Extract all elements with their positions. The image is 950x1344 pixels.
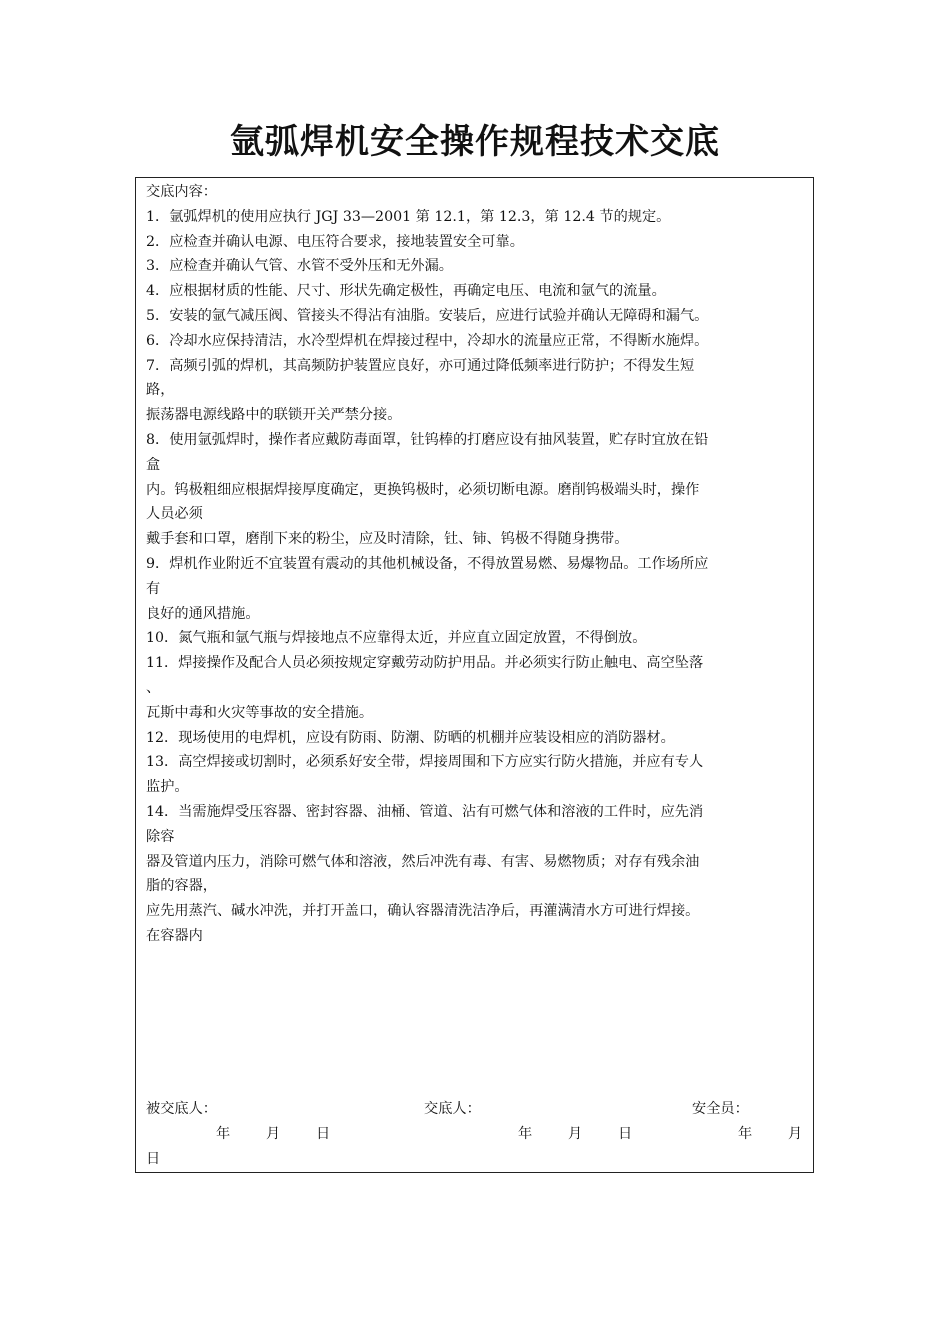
content-line: 应先用蒸汽、碱水冲洗，并打开盖口，确认容器清洗洁净后，再灌满清水方可进行焊接。 [146, 903, 700, 920]
safety-date-month: 月 [788, 1126, 803, 1142]
content-line: 路， [146, 382, 175, 399]
content-line: 、 [146, 679, 161, 696]
discloser-date-year: 年 [518, 1126, 533, 1142]
signature-dates-overflow-row [146, 1147, 810, 1172]
safety-date-day: 日 [146, 1151, 161, 1167]
discloser-label: 交底人： [424, 1101, 481, 1117]
content-line: 2．应检查并确认电源、电压符合要求，接地装置安全可靠。 [146, 233, 524, 250]
receiver-label: 被交底人： [146, 1101, 217, 1117]
content-line: 监护。 [146, 779, 189, 796]
receiver-date-year: 年 [216, 1126, 231, 1142]
disclosure-table [135, 177, 814, 1173]
content-heading: 交底内容： [146, 184, 217, 200]
content-line: 6．冷却水应保持清洁，水冷型焊机在焊接过程中，冷却水的流量应正常，不得断水施焊。 [146, 332, 709, 349]
content-line: 5．安装的氩气减压阀、管接头不得沾有油脂。安装后，应进行试验并确认无障碍和漏气。 [146, 307, 709, 324]
safety-date-year: 年 [738, 1126, 753, 1142]
content-line: 除容 [146, 828, 175, 845]
content-line: 4．应根据材质的性能、尺寸、形状先确定极性，再确定电压、电流和氩气的流量。 [146, 283, 666, 300]
receiver-date-month: 月 [266, 1126, 281, 1142]
content-line: 瓦斯中毒和火灾等事故的安全措施。 [146, 704, 374, 721]
content-line: 13．高空焊接或切割时，必须系好安全带，焊接周围和下方应实行防火措施，并应有专人 [146, 754, 704, 771]
content-line: 器及管道内压力，消除可燃气体和溶液，然后冲洗有毒、有害、易燃物质；对存有残余油 [146, 853, 700, 870]
safety-officer-label: 安全员： [692, 1101, 749, 1117]
document-title: 氩弧焊机安全操作规程技术交底 [230, 122, 720, 162]
content-line: 盒 [146, 456, 161, 473]
content-line: 在容器内 [146, 927, 203, 944]
content-line: 脂的容器， [146, 878, 217, 895]
discloser-date-day: 日 [618, 1126, 633, 1142]
content-line: 振荡器电源线路中的联锁开关严禁分接。 [146, 407, 402, 424]
content-line: 7．高频引弧的焊机，其高频防护装置应良好，亦可通过降低频率进行防护；不得发生短 [146, 357, 695, 374]
content-line: 12．现场使用的电焊机，应设有防雨、防潮、防晒的机棚并应装设相应的消防器材。 [146, 729, 675, 746]
content-line: 戴手套和口罩，磨削下来的粉尘，应及时清除，钍、铈、钨极不得随身携带。 [146, 531, 629, 548]
content-line: 10．氮气瓶和氩气瓶与焊接地点不应靠得太近，并应直立固定放置，不得倒放。 [146, 630, 647, 647]
content-line: 良好的通风措施。 [146, 605, 260, 622]
content-line: 3．应检查并确认气管、水管不受外压和无外漏。 [146, 258, 453, 275]
content-line: 有 [146, 580, 161, 597]
discloser-date-month: 月 [568, 1126, 583, 1142]
disclosure-content [146, 180, 810, 949]
content-line: 9．焊机作业附近不宜装置有震动的其他机械设备，不得放置易燃、易爆物品。工作场所应 [146, 555, 709, 572]
content-line: 人员必须 [146, 506, 203, 523]
signature-dates-row [146, 1122, 810, 1147]
signature-labels-row [146, 1097, 810, 1122]
content-line: 1．氩弧焊机的使用应执行 JGJ 33—2001 第 12.1，第 12.3，第 12.4 节的规定。 [146, 208, 671, 225]
content-line: 8．使用氩弧焊时，操作者应戴防毒面罩，钍钨棒的打磨应设有抽风装置，贮存时宜放在铅 [146, 431, 709, 448]
content-line: 11．焊接操作及配合人员必须按规定穿戴劳动防护用品。并必须实行防止触电、高空坠落 [146, 655, 704, 672]
content-line: 14．当需施焊受压容器、密封容器、油桶、管道、沾有可燃气体和溶液的工件时，应先消 [146, 803, 704, 820]
receiver-date-day: 日 [316, 1126, 331, 1142]
content-line: 内。钨极粗细应根据焊接厚度确定，更换钨极时，必须切断电源。磨削钨极端头时，操作 [146, 481, 700, 498]
